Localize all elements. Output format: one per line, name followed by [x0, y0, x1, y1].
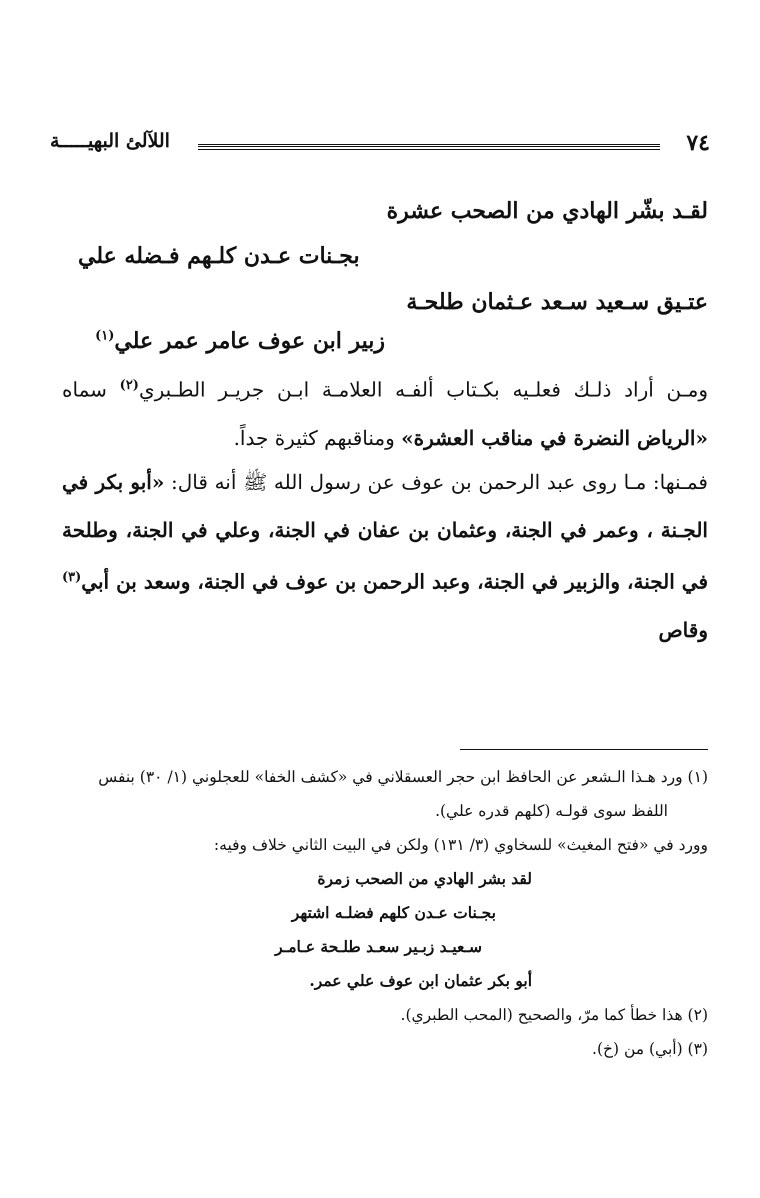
footnote-3: (٣) (أبي) من (خ). [592, 1040, 708, 1058]
hadith-quote: «أبو بكر في الجـنة ، وعمر في الجنة، وعثمان بن عفان في الجنة، وعلي في الجنة، وطلحة في الجنة، والزبير في الجنة، وعبد الرحمن بن عوف في الجنة، وسعد بن أبي [62, 470, 708, 594]
paragraph-1-text-a: ومـن أراد ذلـك فعلـيه بكـتاب ألفـه العلامـة ابـن جريـر الطـبري [138, 377, 709, 402]
header-rule-thin [198, 149, 660, 150]
footnotes [60, 760, 708, 1066]
verse-line-1: لقـد بشّر الهادي من الصحب عشرة [386, 198, 708, 224]
book-title: «الرياض النضرة في مناقب العشرة» [401, 425, 708, 450]
footnote-1-line-3: وورد في «فتح المغيث» للسخاوي (٣/ ١٣١) ولكن في البيت الثاني خلاف وفيه: [213, 836, 708, 854]
footnote-1-verse-1: لقد بشر الهادي من الصحب زمرة [317, 869, 532, 888]
verse-line-4 [95, 328, 385, 354]
paragraph-1-text-b: سماه [62, 377, 120, 402]
footnote-separator [460, 749, 708, 750]
footnote-1-line-2: اللفظ سوى قولـه (كلهم قدره علي). [435, 802, 668, 820]
footnote-mark-2: (٢) [119, 378, 139, 393]
paragraph-1-text-c: ومناقبهم كثيرة جداً. [233, 425, 402, 450]
footnote-1-line-1: (١) ورد هـذا الـشعر عن الحافظ ابن حجر العسقلاني في «كشف الخفا» للعجلوني (١/ ٣٠) بنفس [98, 768, 708, 786]
footnote-mark-1: (١) [95, 328, 115, 344]
footnote-1-verse-4: أبو بكر عثمان ابن عوف علي عمر. [309, 971, 532, 990]
paragraph-1 [62, 362, 708, 462]
footnote-2: (٢) هذا خطأ كما مرّ، والصحيح (المحب الطبري). [400, 1006, 708, 1024]
verse-line-2: بجـنات عـدن كلـهم فـضله علي [78, 243, 360, 269]
verse-line-3: عتـيق سـعيد سـعد عـثمان طلحـة [406, 289, 708, 315]
footnote-1-verse-3: سـعيـد زبـير سعـد طلـحة عـامـر [275, 937, 482, 956]
header-rule [198, 144, 660, 147]
hadith-quote-end: وقاص [658, 617, 708, 642]
verse-line-4-text: زبير ابن عوف عامر عمر علي [114, 328, 385, 354]
footnote-mark-3: (٣) [62, 570, 82, 585]
running-title: اللآلئ البهيـــــة [50, 130, 170, 152]
paragraph-2-text-a: فمـنها: مـا روى عبد الرحمن بن عوف عن رسول الله ﷺ أنه قال: [164, 470, 708, 494]
footnote-1-verse-2: بجـنات عـدن كلهم فضلـه اشتهر [291, 903, 496, 922]
page-header [50, 128, 710, 164]
paragraph-2 [62, 458, 708, 654]
page-number: ٧٤ [686, 130, 710, 156]
